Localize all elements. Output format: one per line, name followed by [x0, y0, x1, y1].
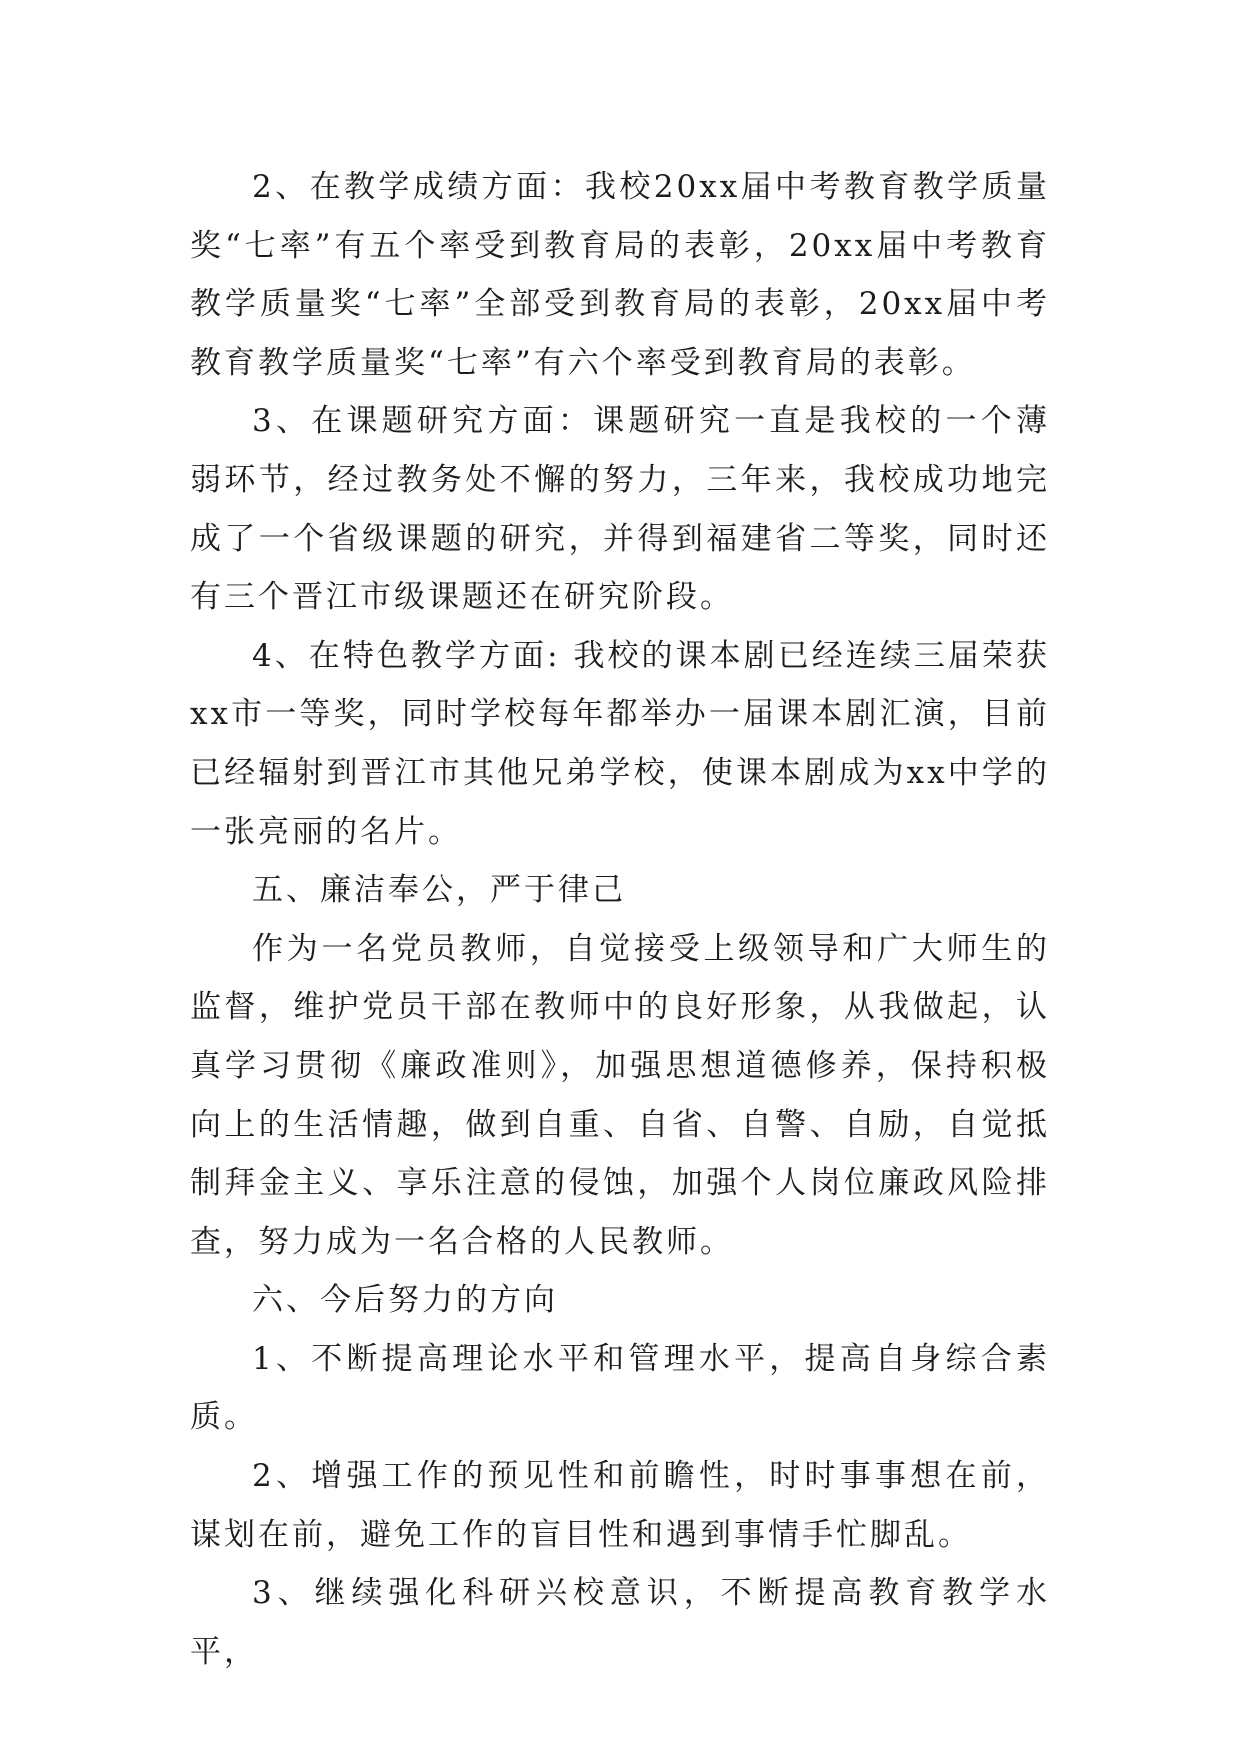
paragraph-integrity: 作为一名党员教师，自觉接受上级领导和广大师生的监督，维护党员干部在教师中的良好形象，从我做起，认真学习贯彻《廉政准则》，加强思想道德修养，保持积极向上的生活情趣，做到自重、自省、自警、自励，自觉抵制拜金主义、享乐注意的侵蚀，加强个人岗位廉政风险排查，努力成为一名合格的人民教师。 [190, 930, 1050, 1260]
paragraph-future-item-3: 3、继续强化科研兴校意识，不断提高教育教学水平， [190, 1575, 1050, 1670]
paragraph-research-projects: 3、在课题研究方面：课题研究一直是我校的一个薄弱环节，经过教务处不懈的努力，三年来，我校成功地完成了一个省级课题的研究，并得到福建省二等奖，同时还有三个晋江市级课题还在研究阶段。 [190, 403, 1050, 616]
paragraph-future-item-1: 1、不断提高理论水平和管理水平，提高自身综合素质。 [190, 1340, 1050, 1436]
paragraph-future-item-2: 2、增强工作的预见性和前瞻性，时时事事想在前，谋划在前，避免工作的盲目性和遇到事情手忙脚乱。 [190, 1458, 1050, 1553]
paragraph-featured-teaching: 4、在特色教学方面: 我校的课本剧已经连续三届荣获xx市一等奖，同时学校每年都举办一届课本剧汇演，目前已经辐射到晋江市其他兄弟学校，使课本剧成为xx中学的一张亮丽的名片。 [190, 637, 1050, 850]
paragraph-teaching-results: 2、在教学成绩方面：我校20xx届中考教育教学质量奖“七率”有五个率受到教育局的表彰，20xx届中考教育教学质量奖“七率”全部受到教育局的表彰，20xx届中考教育教学质量奖“七率”有六个率受到教育局的表彰。 [190, 169, 1050, 381]
document-body [190, 158, 1050, 1681]
section-heading-future-direction: 六、今后努力的方向 [252, 1282, 558, 1319]
section-heading-integrity: 五、廉洁奉公，严于律己 [252, 872, 626, 909]
